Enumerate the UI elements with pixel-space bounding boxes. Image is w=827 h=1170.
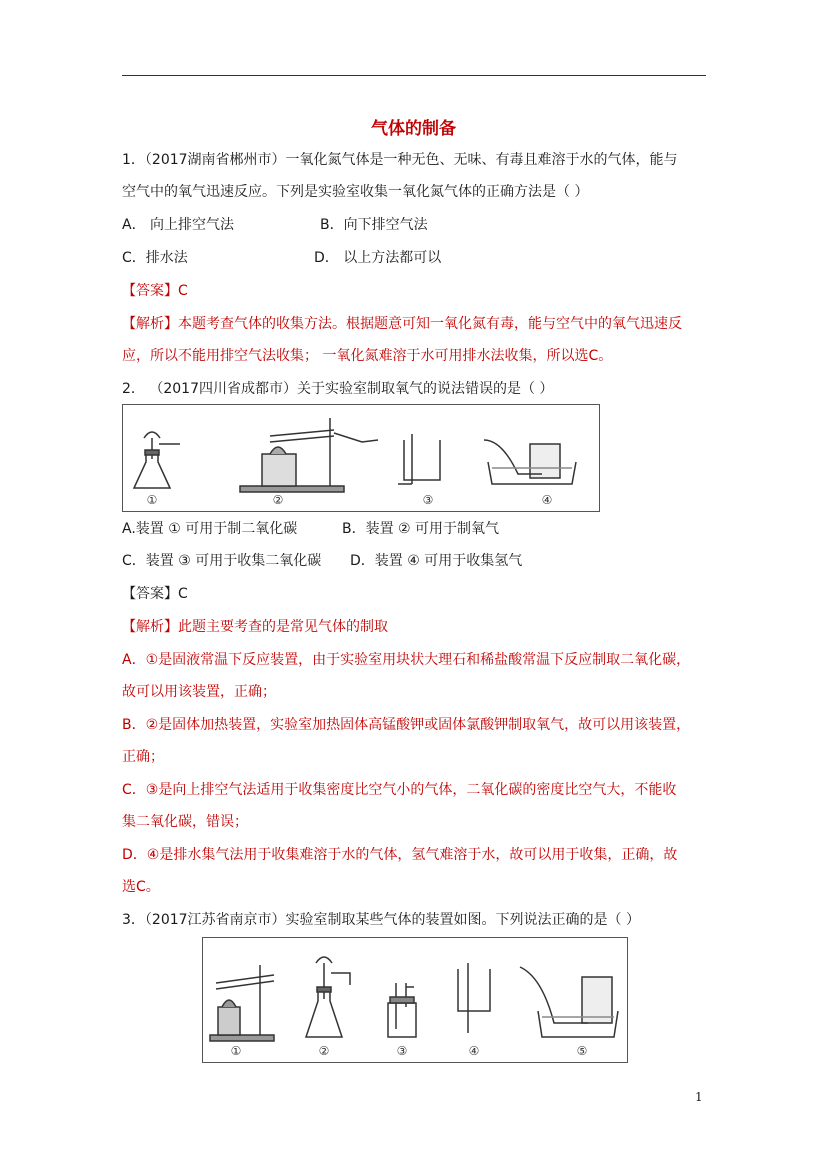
q2-answer: 【答案】C	[122, 586, 188, 602]
fig-label: ④	[541, 493, 553, 507]
q2-apparatus-figure	[122, 404, 600, 512]
q1-option-b: B．向下排空气法	[320, 217, 428, 233]
fig-label: ①	[146, 493, 158, 507]
q2-option-d: D．装置 ④ 可用于收集氢气	[350, 553, 523, 569]
page-title: 气体的制备	[371, 119, 456, 139]
q1-stem-line2: 空气中的氧气迅速反应。下列是实验室收集一氧化氮气体的正确方法是（ ）	[122, 184, 589, 200]
q2-option-a: A.装置 ① 可用于制二氧化碳	[122, 521, 298, 537]
q2-analysis-d2: 选C。	[122, 879, 160, 895]
q2-option-b: B．装置 ② 可用于制氧气	[342, 521, 500, 537]
fig-label: ⑤	[576, 1044, 588, 1058]
q3-apparatus-figure	[202, 937, 628, 1063]
q1-stem-line1: 1．（2017湖南省郴州市）一氧化氮气体是一种无色、无味、有毒且难溶于水的气体，能与	[122, 152, 678, 168]
q1-option-a: A． 向上排空气法	[122, 217, 235, 233]
q2-analysis-b1: B．②是固体加热装置，实验室加热固体高锰酸钾或固体氯酸钾制取氧气，故可以用该装置，	[122, 717, 691, 733]
q2-analysis-heading: 【解析】此题主要考查的是常见气体的制取	[122, 619, 388, 635]
q1-option-d: D． 以上方法都可以	[314, 250, 442, 266]
q2-analysis-d1: D．④是排水集气法用于收集难溶于水的气体，氢气难溶于水，故可以用于收集，正确，故	[122, 847, 678, 863]
q2-stem: 2． （2017四川省成都市）关于实验室制取氧气的说法错误的是（ ）	[122, 381, 554, 397]
q2-analysis-a1: A．①是固液常温下反应装置，由于实验室用块状大理石和稀盐酸常温下反应制取二氧化碳，	[122, 652, 691, 668]
fig-label: ③	[396, 1044, 408, 1058]
fig-label: ④	[468, 1044, 480, 1058]
fig-label: ③	[422, 493, 434, 507]
q2-analysis-b2: 正确；	[122, 749, 164, 765]
q3-stem: 3．（2017江苏省南京市）实验室制取某些气体的装置如图。下列说法正确的是（ ）	[122, 912, 640, 928]
q2-analysis-c1: C．③是向上排空气法适用于收集密度比空气小的气体，二氧化碳的密度比空气大，不能收	[122, 782, 677, 798]
q1-option-c: C．排水法	[122, 250, 188, 266]
fig-label: ②	[318, 1044, 330, 1058]
header-rule	[122, 75, 706, 76]
q1-answer: 【答案】C	[122, 283, 188, 299]
q1-analysis-line2: 应，所以不能用排空气法收集； 一氧化氮难溶于水可用排水法收集，所以选C。	[122, 348, 613, 364]
fig-label: ①	[230, 1044, 242, 1058]
q2-analysis-c2: 集二氧化碳，错误；	[122, 814, 248, 830]
page-number: 1	[695, 1090, 703, 1104]
q2-option-c: C．装置 ③ 可用于收集二氧化碳	[122, 553, 322, 569]
fig-label: ②	[272, 493, 284, 507]
q1-analysis-line1: 【解析】本题考查气体的收集方法。根据题意可知一氧化氮有毒，能与空气中的氧气迅速反	[122, 316, 682, 332]
q2-analysis-a2: 故可以用该装置，正确；	[122, 684, 276, 700]
